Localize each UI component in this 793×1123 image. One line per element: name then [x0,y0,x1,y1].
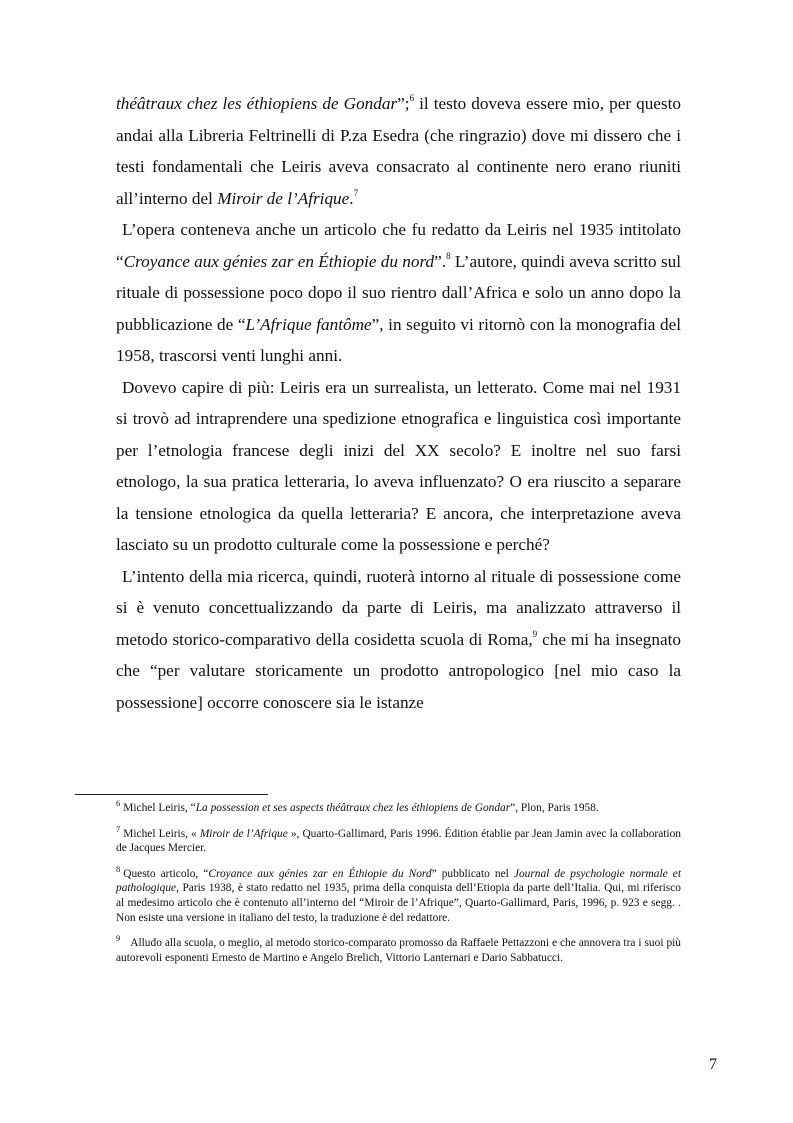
text-run: Michel Leiris, « [123,827,200,840]
title-italic: L’Afrique fantôme [245,314,372,334]
title-italic: Croyance aux génies zar en Éthiopie du nord [123,251,435,271]
footnote-ref-6[interactable]: 6 [409,93,415,104]
footnote-number: 6 [116,798,121,809]
text-run: ” pubblicato nel [431,867,514,880]
text-run: ”. [434,251,447,271]
footnote-6 [116,798,681,816]
text-run: Questo articolo, “ [123,867,209,880]
footnote-9 [116,933,681,965]
text-run: L’intento della mia ricerca, quindi, ruoterà intorno al rituale di possessione come si è venuto concettualizzando da parte di Leiris, ma analizzato attraverso il metodo storico-comparativo della cosidetta scuola di Roma, [116,566,681,649]
text-run: , Paris 1938, è stato redatto nel 1935, prima della conquista dell’Etiopia da parte dell’Italia. Qui, mi riferisco al medesimo articolo che è contenuto all’interno del “Miroir de l’Afrique”, Quarto-Gallimard, Paris, 1996, p. 923 e segg. . Non esiste una versione in italiano del testo, la traduzione è del redattore. [116,882,681,924]
title-italic: Journal de psychologie normale et pathologique [116,867,681,895]
text-run: che mi ha insegnato che “per valutare storicamente un prodotto antropologico [nel mio caso la possessione] occorre conoscere sia le istanze [116,629,681,712]
footnote-ref-7[interactable]: 7 [353,187,359,198]
paragraph-3: Dovevo capire di più: Leiris era un surrealista, un letterato. Come mai nel 1931 si trovò ad intraprendere una spedizione etnografica e linguistica così importante per l’etnologia francese degli inizi del XX secolo? E inoltre nel suo farsi etnologo, la sua pratica letteraria, lo aveva influenzato? O era riuscito a separare la tensione etnologica da quella letteraria? E ancora, che interpretazione aveva lasciato su un prodotto culturale come la possessione e perché? [116,377,681,554]
text-run: ”, Plon, Paris 1958. [510,802,599,814]
title-italic: théâtraux chez les éthiopiens de Gondar [116,94,398,113]
text-run: », Quarto-Gallimard, Paris 1996. Édition établie par Jean Jamin avec la collaboration de Jacques Mercier. [116,827,681,855]
paragraph-4 [116,561,681,719]
footnote-number: 9 [116,933,121,944]
title-italic: Miroir de l’Afrique [199,827,288,840]
text-run: ”; [397,94,410,113]
title-italic: Miroir de l’Afrique [217,188,350,208]
footnote-ref-8[interactable]: 8 [446,250,451,261]
footnote-number: 8 [116,863,121,874]
text-run: Michel Leiris, “ [123,802,196,814]
footnote-ref-9[interactable]: 9 [532,628,538,639]
title-italic: Croyance aux génies zar en Éthiopie du Nord [208,867,432,880]
text-run: L’opera conteneva anche un articolo che fu redatto da Leiris nel 1935 intitolato “ [116,220,681,271]
page-number: 7 [709,1056,717,1073]
text-run: Alludo alla scuola, o meglio, al metodo storico-comparato promosso da Raffaele Pettazzoni e che annovera tra i suoi più autorevoli esponenti Ernesto de Martino e Angelo Brelich, Vittorio Lanternari e Dario Sabbatucci. [116,937,681,964]
footnotes [116,798,681,976]
footnote-number: 7 [116,823,121,834]
title-italic: La possession et ses aspects théâtraux chez les éthiopiens de Gondar [195,802,511,814]
paragraph-2 [116,214,681,372]
footnote-8 [116,863,681,925]
text-run: il testo doveva essere mio, per questo andai alla Libreria Feltrinelli di P.za Esedra (che ringrazio) dove mi dissero che i testi fondamentali che Leiris aveva consacrato al continente nero erano riuniti all’interno del [116,94,681,208]
main-text [116,88,681,718]
footnote-7 [116,823,681,856]
paragraph-1 [116,88,681,214]
footnote-separator [75,794,268,795]
text-run: L’autore, quindi aveva scritto sul rituale di possessione poco dopo il suo rientro dall’Africa e solo un anno dopo la pubblicazione de “ [116,251,682,334]
text-run: ”, in seguito vi ritornò con la monografia del 1958, trascorsi venti lunghi anni. [116,314,681,365]
text-run: . [349,188,354,208]
